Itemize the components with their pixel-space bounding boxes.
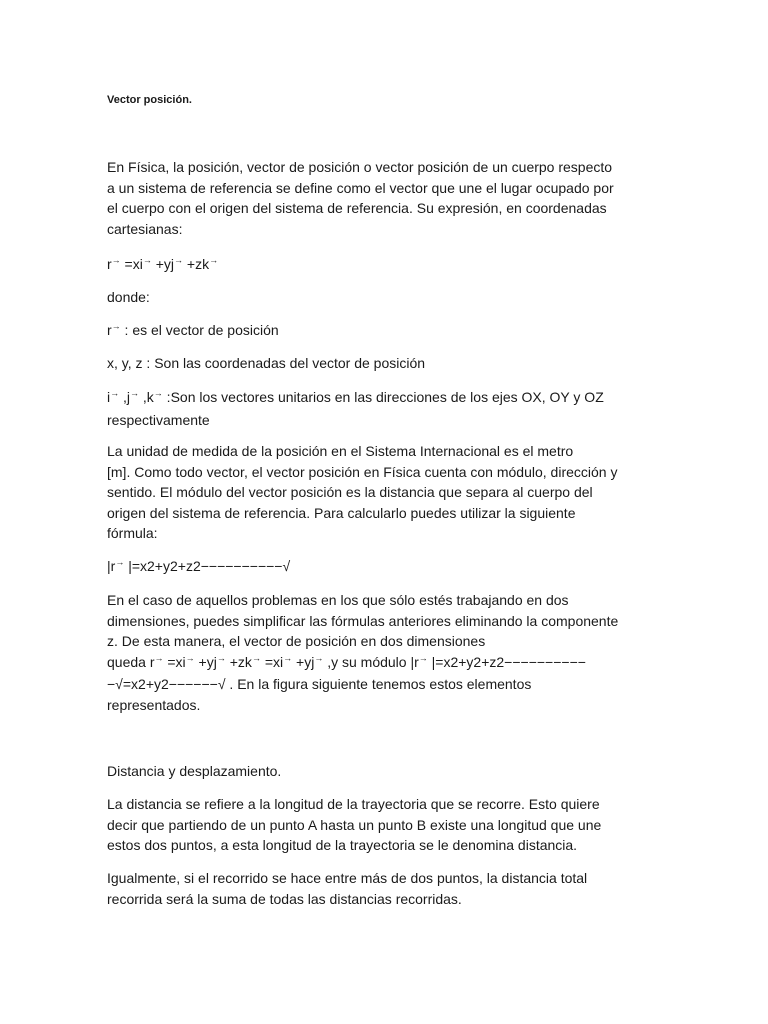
vector-arrow-icon: → xyxy=(283,652,293,663)
text-line: a un sistema de referencia se define como el vector que une el lugar ocupado por xyxy=(107,179,614,196)
text-line: origen del sistema de referencia. Para calcularlo puedes utilizar la siguiente xyxy=(107,504,576,521)
formula-part: +yj xyxy=(151,256,175,272)
formula-part: ,y su módulo |r xyxy=(323,653,419,670)
formula-part: |=x2+y2+z2−−−−−−−−−− xyxy=(427,653,586,670)
text-line: En el caso de aquellos problemas en los que sólo estés trabajando en dos xyxy=(107,592,569,608)
text-line: −√=x2+y2−−−−−−√ . En la figura siguiente tenemos estos elementos xyxy=(107,676,532,692)
formula-part: i xyxy=(107,389,111,405)
formula-modulus xyxy=(107,556,667,579)
text-line: respectivamente xyxy=(107,411,210,428)
vector-arrow-icon: → xyxy=(418,652,428,663)
formula-part: =xi xyxy=(163,653,186,670)
text-line: fórmula: xyxy=(107,525,158,541)
formula-part: =xi xyxy=(260,653,284,670)
text-line xyxy=(107,387,667,410)
definition-ijk xyxy=(107,387,667,430)
vector-arrow-icon: → xyxy=(209,255,219,265)
formula-position-vector xyxy=(107,254,667,277)
formula-part: +zk xyxy=(225,653,252,670)
formula-part: +zk xyxy=(183,256,210,272)
section-heading-distance: Distancia y desplazamiento. xyxy=(107,763,282,779)
vector-arrow-icon: → xyxy=(111,255,121,265)
text-line: La unidad de medida de la posición en el Sistema Internacional es el metro xyxy=(107,443,574,459)
vector-arrow-icon: → xyxy=(251,652,261,663)
vector-arrow-icon: → xyxy=(110,388,120,398)
text-line: z. De esta manera, el vector de posición en dos dimensiones xyxy=(107,633,486,649)
text-line: recorrida será la suma de todas las distancias recorridas. xyxy=(107,890,462,907)
text-line: Igualmente, si el recorrido se hace entre más de dos puntos, la distancia total xyxy=(107,870,588,886)
definition-r xyxy=(107,320,667,343)
vector-arrow-icon: → xyxy=(154,652,164,663)
vector-arrow-icon: → xyxy=(216,652,226,663)
text-line: representados. xyxy=(107,696,201,713)
formula-part: queda r xyxy=(107,653,155,670)
text-line: En Física, la posición, vector de posición o vector posición de un cuerpo respecto xyxy=(107,159,613,175)
heading-vector-posicion: Vector posición. xyxy=(107,94,192,106)
formula-part: r xyxy=(107,256,112,272)
vector-arrow-icon: → xyxy=(185,652,195,663)
formula-part: ,j xyxy=(119,389,131,405)
text-line: dimensiones, puedes simplificar las fórmulas anteriores eliminando la componente xyxy=(107,612,619,629)
text-line: [m]. Como todo vector, el vector posición en Física cuenta con módulo, dirección y xyxy=(107,463,618,480)
vector-arrow-icon: → xyxy=(174,255,184,265)
definition-text: :Son los vectores unitarios en las direcciones de los ejes OX, OY y OZ xyxy=(162,389,604,405)
donde-label: donde: xyxy=(107,289,150,305)
formula-part: |r xyxy=(107,558,116,574)
formula-part: |=x2+y2+z2−−−−−−−−−−√ xyxy=(124,558,291,574)
text-line: sentido. El módulo del vector posición es la distancia que separa al cuerpo del xyxy=(107,484,593,500)
text-line xyxy=(107,652,667,675)
vector-arrow-icon: → xyxy=(153,388,163,398)
text-line: estos dos puntos, a esta longitud de la trayectoria se le denomina distancia. xyxy=(107,837,578,853)
vector-arrow-icon: → xyxy=(115,557,125,567)
formula-part: ,k xyxy=(139,389,154,405)
text-line: La distancia se refiere a la longitud de la trayectoria que se recorre. Esto quiere xyxy=(107,796,600,812)
formula-part: r xyxy=(107,322,112,338)
paragraph-distance xyxy=(107,794,667,856)
paragraph-two-dimensions xyxy=(107,590,667,715)
paragraph-total-distance xyxy=(107,868,667,909)
vector-arrow-icon: → xyxy=(314,652,324,663)
vector-arrow-icon: → xyxy=(130,388,140,398)
paragraph-definition xyxy=(107,157,667,239)
definition-text: : es el vector de posición xyxy=(120,322,279,338)
formula-part: =xi xyxy=(120,256,143,272)
definition-xyz: x, y, z : Son las coordenadas del vector de posición xyxy=(107,355,426,371)
formula-part: +yj xyxy=(194,653,217,670)
text-line: decir que partiendo de un punto A hasta un punto B existe una longitud que une xyxy=(107,816,602,833)
paragraph-unit xyxy=(107,441,667,544)
formula-part: +yj xyxy=(292,653,315,670)
text-line: el cuerpo con el origen del sistema de referencia. Su expresión, en coordenadas xyxy=(107,200,607,216)
text-line: cartesianas: xyxy=(107,220,183,237)
vector-arrow-icon: → xyxy=(142,255,152,265)
vector-arrow-icon: → xyxy=(111,321,121,331)
